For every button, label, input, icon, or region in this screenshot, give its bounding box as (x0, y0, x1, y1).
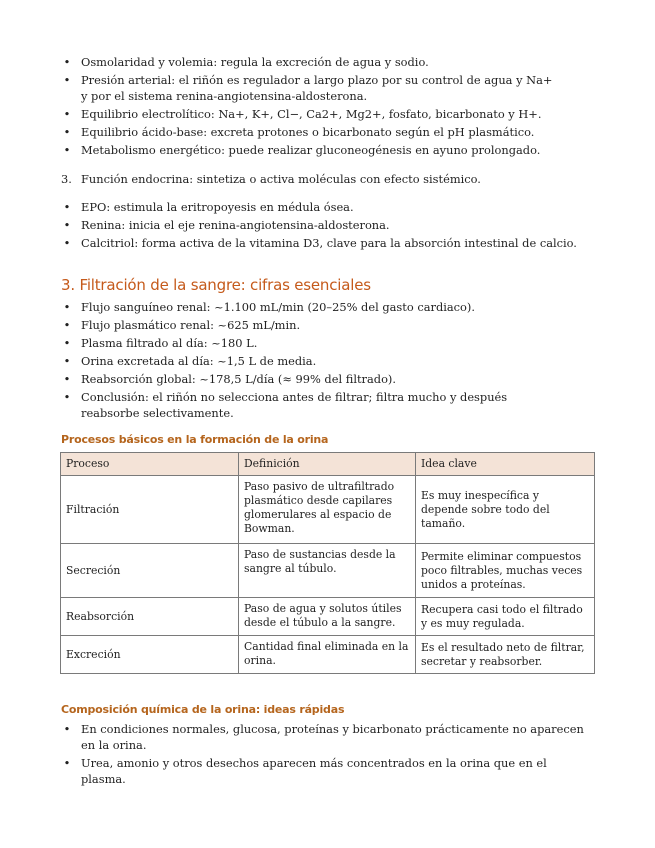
table-row (61, 636, 595, 674)
bullet-icon: • (63, 354, 71, 368)
column-header: Idea clave (416, 453, 595, 476)
bullet-icon: • (63, 372, 71, 386)
table-row (61, 598, 595, 636)
bullet-icon: • (63, 336, 71, 350)
list-item: • Orina excretada al día: ~1,5 L de media. (61, 353, 541, 369)
list-item: • EPO: estimula la eritropoyesis en médula ósea. (61, 199, 581, 215)
table-cell: Es el resultado neto de filtrar, secretar y reabsorber. (416, 636, 595, 674)
table-caption: Procesos básicos en la formación de la orina (61, 433, 329, 446)
list-item: • Metabolismo energético: puede realizar gluconeogénesis en ayuno prolongado. (61, 142, 561, 158)
section-heading: 3. Filtración de la sangre: cifras esenciales (61, 276, 371, 294)
numbered-item (61, 171, 481, 187)
table-header-row (61, 453, 595, 476)
list-item: • Calcitriol: forma activa de la vitamina D3, clave para la absorción intestinal de calcio. (61, 235, 581, 251)
list-item: • Presión arterial: el riñón es regulador a largo plazo por su control de agua y Na+ y por el sistema renina-angiotensina-aldosterona. (61, 72, 561, 104)
list-item: • Conclusión: el riñón no selecciona antes de filtrar; filtra mucho y después reabsorbe selectivamente. (61, 389, 541, 421)
table-cell: Paso pasivo de ultrafiltrado plasmático desde capilares glomerulares al espacio de Bowman. (239, 476, 416, 544)
list-item: • En condiciones normales, glucosa, proteínas y bicarbonato prácticamente no aparecen en la orina. (61, 721, 591, 753)
table-cell: Cantidad final eliminada en la orina. (239, 636, 416, 674)
list-item: • Reabsorción global: ~178,5 L/día (≈ 99% del filtrado). (61, 371, 541, 387)
bullet-icon: • (63, 722, 71, 736)
table-cell: Excreción (61, 636, 239, 674)
list-item: • Equilibrio ácido-base: excreta protones o bicarbonato según el pH plasmático. (61, 124, 561, 140)
bullet-icon: • (63, 125, 71, 139)
regulation-list (61, 54, 561, 160)
bullet-icon: • (63, 55, 71, 69)
table-cell: Permite eliminar compuestos poco filtrables, muchas veces unidos a proteínas. (416, 544, 595, 598)
table-row (61, 476, 595, 544)
bullet-icon: • (63, 107, 71, 121)
table-row (61, 544, 595, 598)
table-cell: Secreción (61, 544, 239, 598)
bullet-icon: • (63, 236, 71, 250)
composition-heading: Composición química de la orina: ideas rápidas (61, 703, 345, 716)
list-item: • Equilibrio electrolítico: Na+, K+, Cl−, Ca2+, Mg2+, fosfato, bicarbonato y H+. (61, 106, 561, 122)
list-item: • Flujo plasmático renal: ~625 mL/min. (61, 317, 541, 333)
item-text: Función endocrina: sintetiza o activa moléculas con efecto sistémico. (81, 172, 481, 186)
bullet-icon: • (63, 756, 71, 770)
column-header: Proceso (61, 453, 239, 476)
bullet-icon: • (63, 300, 71, 314)
table-cell: Paso de sustancias desde la sangre al túbulo. (239, 544, 416, 598)
bullet-icon: • (63, 73, 71, 87)
table-cell: Es muy inespecífica y depende sobre todo del tamaño. (416, 476, 595, 544)
table-cell: Recupera casi todo el filtrado y es muy regulada. (416, 598, 595, 636)
list-item: • Flujo sanguíneo renal: ~1.100 mL/min (20–25% del gasto cardiaco). (61, 299, 541, 315)
composition-list (61, 721, 591, 789)
column-header: Definición (239, 453, 416, 476)
bullet-icon: • (63, 390, 71, 404)
endocrine-list (61, 199, 581, 253)
list-item: • Urea, amonio y otros desechos aparecen más concentrados en la orina que en el plasma. (61, 755, 591, 787)
bullet-icon: • (63, 318, 71, 332)
bullet-icon: • (63, 143, 71, 157)
table-cell: Filtración (61, 476, 239, 544)
list-item: • Renina: inicia el eje renina-angiotensina-aldosterona. (61, 217, 581, 233)
filtration-figures-list (61, 299, 541, 423)
table-cell: Reabsorción (61, 598, 239, 636)
item-number: 3. (61, 172, 72, 186)
table-cell: Paso de agua y solutos útiles desde el túbulo a la sangre. (239, 598, 416, 636)
list-item: • Plasma filtrado al día: ~180 L. (61, 335, 541, 351)
urine-processes-table (60, 452, 595, 674)
bullet-icon: • (63, 218, 71, 232)
list-item: • Osmolaridad y volemia: regula la excreción de agua y sodio. (61, 54, 561, 70)
bullet-icon: • (63, 200, 71, 214)
